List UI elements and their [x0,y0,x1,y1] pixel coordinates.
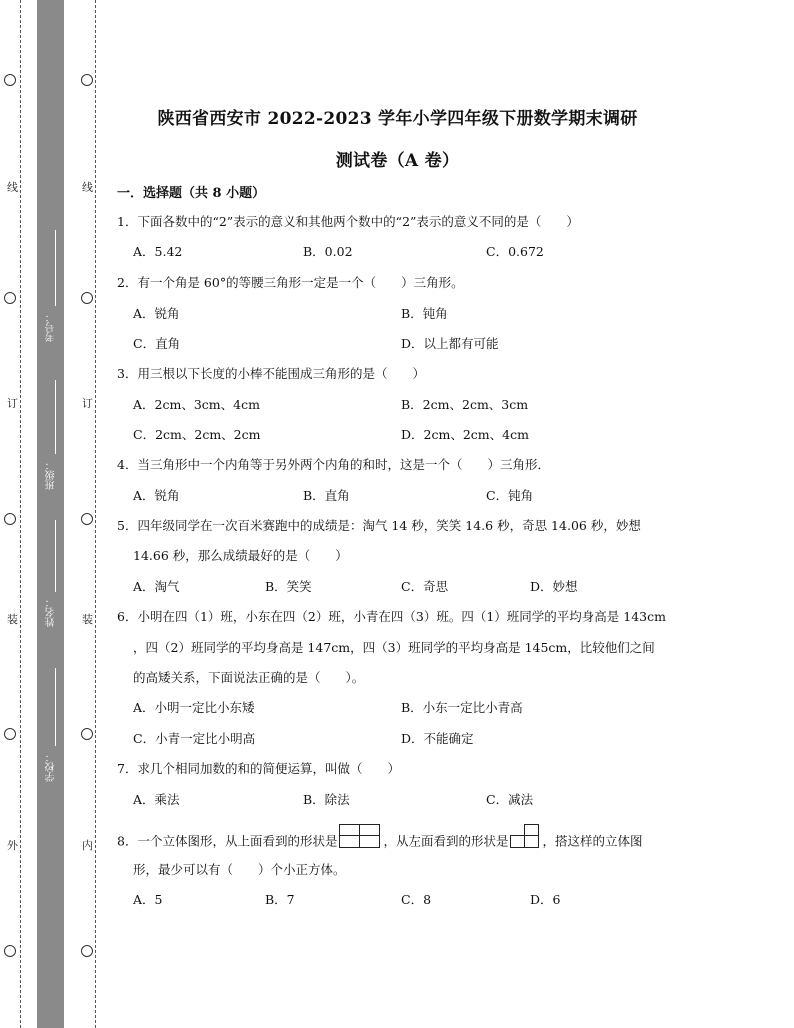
inner-mark-zhuang: 装 [82,613,93,626]
q3-option-c[interactable]: C．2cm、2cm、2cm [133,427,261,442]
outer-mark-xian: 线 [7,181,18,194]
q8-option-c[interactable]: C．8 [401,892,432,907]
q6-option-c[interactable]: C．小青一定比小明高 [133,731,256,746]
question-2-stem: 2．有一个角是 60°的等腰三角形一定是一个（ ）三角形。 [117,275,464,290]
q8-option-a[interactable]: A．5 [133,892,163,907]
q3-option-d[interactable]: D．2cm、2cm、4cm [401,427,529,442]
q7-option-b[interactable]: B．除法 [303,792,350,807]
q5-option-b[interactable]: B．笑笑 [265,579,312,594]
question-6-stem-line3: 的高矮关系，下面说法正确的是（ ）。 [133,670,365,685]
outer-mark-ding: 订 [7,397,18,410]
field-underline [55,380,56,454]
page-title-line2: 测试卷（A 卷） [335,151,460,171]
question-4-stem: 4．当三角形中一个内角等于另外两个内角的和时，这是一个（ ）三角形． [117,457,550,472]
binding-line-inner [95,0,96,1028]
binding-strip [37,0,64,1028]
punch-hole [81,292,93,304]
field-exam-number: 考号： [46,312,57,342]
punch-hole [4,728,16,740]
q2-option-a[interactable]: A．锐角 [133,306,180,321]
punch-hole [81,74,93,86]
binding-line-outer [20,0,21,1028]
q1-option-c[interactable]: C．0.672 [486,244,544,259]
q2-option-d[interactable]: D．以上都有可能 [401,336,499,351]
q7-option-c[interactable]: C．减法 [486,792,534,807]
outer-mark-zhuang: 装 [7,613,18,626]
q3-option-b[interactable]: B．2cm、2cm、3cm [401,397,529,412]
inner-mark-ding: 订 [82,397,93,410]
q4-option-a[interactable]: A．锐角 [133,488,180,503]
q4-option-b[interactable]: B．直角 [303,488,350,503]
question-1-stem: 1．下面各数中的“2”表示的意义和其他两个数中的“2”表示的意义不同的是（ ） [117,214,579,229]
field-underline [55,668,56,746]
left-view-shape-icon [510,824,540,848]
q2-option-c[interactable]: C．直角 [133,336,181,351]
q3-option-a[interactable]: A．2cm、3cm、4cm [133,397,260,412]
field-school: 学校： [46,752,57,782]
question-5-stem-line2: 14.66 秒，那么成绩最好的是（ ） [133,548,348,563]
page-title-line1: 陕西省西安市 2022-2023 学年小学四年级下册数学期末调研 [157,109,638,129]
q8-stem-part3: ，搭这样的立体图 [542,833,643,849]
field-underline [55,230,56,306]
q6-option-a[interactable]: A．小明一定比小东矮 [133,700,255,715]
q6-option-d[interactable]: D．不能确定 [401,731,474,746]
q1-option-a[interactable]: A．5.42 [133,244,183,259]
top-view-shape-icon [339,824,381,848]
question-6-stem-line2: ，四（2）班同学的平均身高是 147cm，四（3）班同学的平均身高是 145cm，比较他们之间 [133,640,655,655]
field-class: 班级： [46,460,57,490]
section-heading: 一．选择题（共 8 小题） [117,186,266,201]
inner-mark-xian: 线 [82,181,93,194]
field-underline [55,520,56,592]
question-8-stem-line2: 形，最少可以有（ ）个小正方体。 [133,862,346,877]
punch-hole [81,728,93,740]
outer-mark-wai: 外 [7,839,18,852]
q8-option-b[interactable]: B．7 [265,892,295,907]
q8-stem-part1: 8．一个立体图形，从上面看到的形状是 [117,833,338,849]
q8-stem-part2: ，从左面看到的形状是 [383,833,509,849]
inner-mark-nei: 内 [82,839,93,852]
question-7-stem: 7．求几个相同加数的和的简便运算，叫做（ ） [117,761,400,776]
q7-option-a[interactable]: A．乘法 [133,792,180,807]
q1-option-b[interactable]: B．0.02 [303,244,353,259]
punch-hole [4,74,16,86]
question-3-stem: 3．用三根以下长度的小棒不能围成三角形的是（ ） [117,366,425,381]
punch-hole [81,513,93,525]
field-name: 姓名： [46,597,57,627]
punch-hole [4,292,16,304]
punch-hole [4,513,16,525]
q5-option-d[interactable]: D．妙想 [530,579,578,594]
q8-option-d[interactable]: D．6 [530,892,561,907]
question-8-stem-line1 [117,830,643,854]
punch-hole [81,945,93,957]
q5-option-a[interactable]: A．淘气 [133,579,180,594]
q5-option-c[interactable]: C．奇思 [401,579,449,594]
q4-option-c[interactable]: C．钝角 [486,488,534,503]
q6-option-b[interactable]: B．小东一定比小青高 [401,700,523,715]
question-5-stem-line1: 5．四年级同学在一次百米赛跑中的成绩是：淘气 14 秒，笑笑 14.6 秒，奇思 14.06 秒，妙想 [117,518,641,533]
q2-option-b[interactable]: B．钝角 [401,306,448,321]
punch-hole [4,945,16,957]
question-6-stem-line1: 6．小明在四（1）班，小东在四（2）班，小青在四（3）班。四（1）班同学的平均身高是 143cm [117,609,666,624]
